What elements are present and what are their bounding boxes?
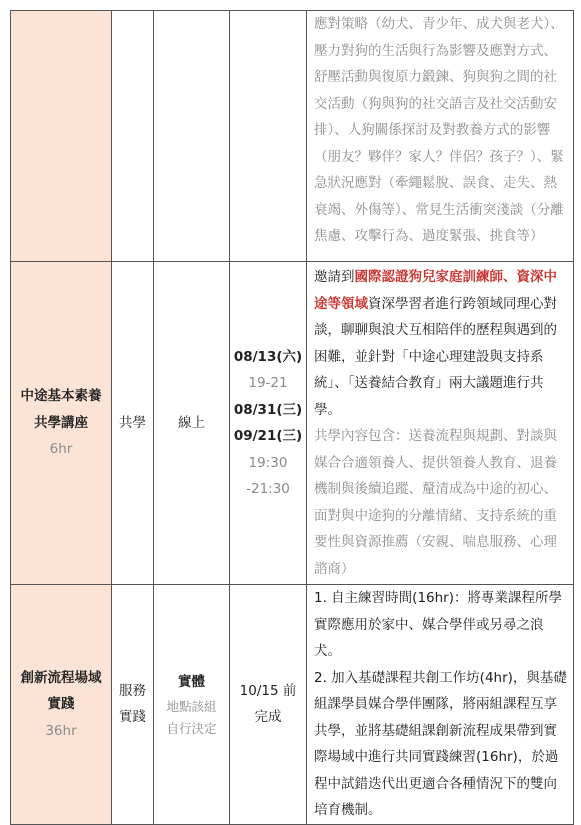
description-cell (307, 585, 574, 825)
course-schedule-table (10, 10, 574, 825)
date-cell (230, 262, 307, 585)
course-type: 共學 (119, 414, 146, 431)
description-cell (307, 11, 574, 262)
type-cell (112, 11, 154, 262)
mode-cell (154, 262, 230, 585)
mode-cell (154, 11, 230, 262)
course-type-line2: 實踐 (119, 709, 146, 726)
type-cell (112, 585, 154, 825)
course-title-line1: 中途基本素養 (20, 388, 102, 405)
date-cell (230, 11, 307, 262)
schedule-time: 19:30 (248, 454, 288, 471)
course-mode: 實體 (178, 674, 205, 690)
description-intro: 邀請到 (314, 269, 355, 285)
course-title-line2: 共學講座 (34, 414, 88, 431)
schedule-time: -21:30 (246, 481, 290, 497)
table-row (11, 262, 574, 585)
type-cell (112, 262, 154, 585)
table-row (11, 585, 574, 825)
course-mode: 線上 (178, 414, 205, 431)
schedule-time: 19-21 (248, 375, 288, 391)
course-title-line1: 創新流程場域 (20, 669, 102, 686)
table-row (11, 11, 574, 262)
description-text: 應對策略（幼犬、青少年、成犬與老犬）、壓力對狗的生活與行為影響及應對方式、舒壓活動與復原力鍛鍊、狗與狗之間的社交活動（狗與狗的社交語言及社交活動安排）、人狗關係探討及對教養方式的影響（朋友？夥伴？家人？伴侶？孩子？）、緊急狀況應對（牽繩鬆脫、誤食、走失、熱衰竭、外傷等）、常見生活衝突淺談（分離焦慮、攻擊行為、過度緊張、挑食等） (314, 16, 564, 244)
schedule-date: 08/13(六) (233, 348, 303, 365)
description-topics: 共學內容包含：送養流程與規劃、對談與媒合合適領養人、提供領養人教育、退養機制與後續追蹤、釐清成為中途的初心、面對與中途狗的分離情緒、支持系統的重要性與資源推薦（安親、喘息服務、心理諮商） (314, 428, 557, 577)
course-title-line2: 實踐 (47, 696, 75, 712)
course-name-cell (11, 262, 112, 585)
deadline-line1: 10/15 前 (239, 682, 297, 699)
course-name-cell (11, 11, 112, 262)
description-item-2: 2. 加入基礎課程共創工作坊(4hr)，與基礎組課學員媒合學伴團隊，將兩組課程互享共學，並將基礎組課創新流程成果帶到實際場域中進行共同實踐練習(16hr)，於過程中試錯迭代出更適合各種情況下的雙向培育機制。 (314, 669, 567, 818)
description-main: 資深學習者進行跨領域同理心對談，聊聊與浪犬互相陪伴的歷程與遇到的困難，並針對「中途心理建設與支持系統」、「送養結合教育」兩大議題進行共學。 (314, 295, 557, 418)
description-cell (307, 262, 574, 585)
schedule-date: 09/21(三) (233, 428, 303, 444)
description-item-1: 1. 自主練習時間(16hr)：將專業課程所學實際應用於家中、媒合學伴或另尋之浪犬。 (314, 590, 562, 659)
location-note-line2: 自行決定 (166, 720, 217, 736)
mode-cell (154, 585, 230, 825)
course-hours: 6hr (49, 441, 73, 458)
course-hours: 36hr (45, 722, 77, 739)
schedule-date: 08/31(三) (233, 401, 303, 418)
location-note-line1: 地點該組 (166, 698, 217, 714)
course-type-line1: 服務 (119, 682, 146, 699)
course-name-cell (11, 585, 112, 825)
description-highlight: 國際認證狗兒家庭訓練師、資深中途等領域 (314, 269, 557, 312)
date-cell (230, 585, 307, 825)
deadline-line2: 完成 (254, 709, 282, 726)
